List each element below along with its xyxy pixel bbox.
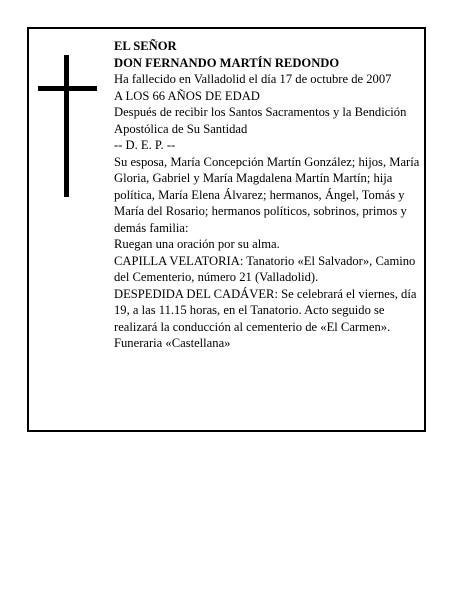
chapel-paragraph: CAPILLA VELATORIA: Tanatorio «El Salvador», Camino del Cementerio, número 21 (Valladolid). (114, 253, 416, 284)
cross-horizontal-bar (38, 86, 97, 91)
dep-line: -- D. E. P. -- (114, 138, 176, 152)
funeral-home-line: Funeraria «Castellana» (114, 336, 231, 350)
age-line: A LOS 66 AÑOS DE EDAD (114, 88, 260, 103)
notice-text (114, 38, 420, 352)
deceased-name: DON FERNANDO MARTÍN REDONDO (114, 55, 340, 70)
cross-vertical-bar (64, 55, 69, 197)
cross-icon (38, 55, 97, 197)
family-paragraph: Su esposa, María Concepción Martín González; hijos, María Gloria, Gabriel y María Magdalena Martín Martín; hija política, María Elena Álvarez; hermanos, Ángel, Tomás y María del Rosario; hermanos políticos, sobrinos, primos y demás familia: (114, 154, 420, 235)
death-line: Ha fallecido en Valladolid el día 17 de octubre de 2007 (114, 72, 392, 86)
farewell-paragraph: DESPEDIDA DEL CADÁVER: Se celebrará el viernes, día 19, a las 11.15 horas, en el Tanatorio. Acto seguido se realizará la conducción al cementerio de «El Carmen». (114, 286, 417, 334)
prayer-line: Ruegan una oración por su alma. (114, 237, 280, 251)
notice-heading: EL SEÑOR (114, 39, 177, 53)
sacraments-line: Después de recibir los Santos Sacramentos y la Bendición Apostólica de Su Santidad (114, 105, 407, 136)
